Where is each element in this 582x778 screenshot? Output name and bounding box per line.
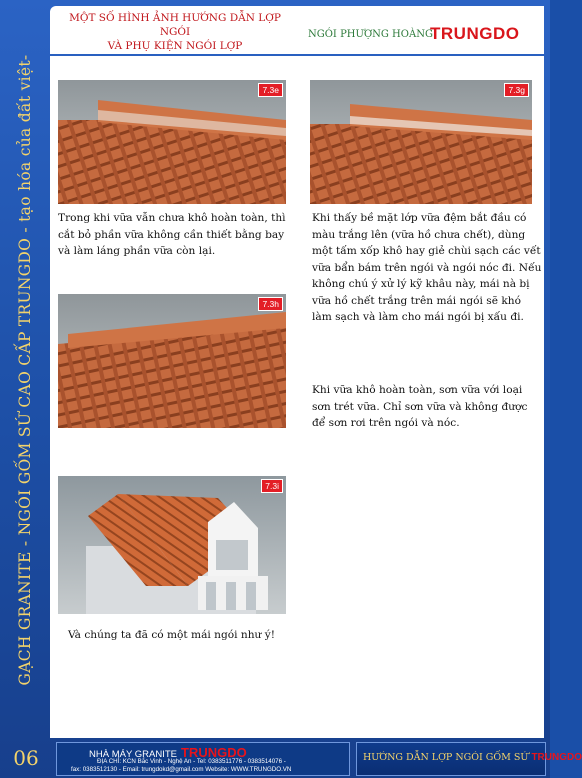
roof-tiles-image xyxy=(310,80,532,204)
figure-caption: Trong khi vữa vẫn chưa khô hoàn toàn, thì cắt bỏ phần vữa không cần thiết bằng bay và làm láng phần vữa còn lại. xyxy=(58,212,286,257)
photo-7-3e xyxy=(58,80,286,204)
brand-logo: TRUNGDO xyxy=(430,24,520,43)
figure-tag: 7.3g xyxy=(504,83,529,97)
address-line: ĐỊA CHỈ: KCN Bắc Vinh - Nghệ An - Tel: 0383511776 - 0383514076 - xyxy=(97,758,286,765)
content-area xyxy=(50,56,544,738)
figure-caption: Và chúng ta đã có một mái ngói như ý! xyxy=(68,629,275,641)
page-title xyxy=(60,11,290,53)
footer-title xyxy=(356,742,582,776)
house-image xyxy=(58,476,286,614)
photo-7-3i xyxy=(58,476,286,614)
figure-tag: 7.3h xyxy=(258,297,283,311)
product-name: NGÓI PHƯỢNG HOÀNG xyxy=(308,29,433,40)
footer-title-brand: TRUNGDO xyxy=(531,752,582,763)
photo-7-3h xyxy=(58,294,286,428)
footer-contact xyxy=(56,742,350,776)
footer-title-text xyxy=(363,752,582,763)
photo-7-3g xyxy=(310,80,532,204)
page-title-line2: VÀ PHỤ KIỆN NGÓI LỢP xyxy=(107,40,243,52)
factory-brand: TRUNGDO xyxy=(180,745,247,760)
figure-caption: Khi vữa khô hoàn toàn, sơn vữa với loại sơn trét vữa. Chỉ sơn vữa và không được để sơn rơi trên ngói và nóc. xyxy=(312,384,528,429)
figure-caption: Khi thấy bề mặt lớp vữa đệm bắt đầu có màu trắng lên (vữa hồ chưa chết), dùng một tấm xốp khô hay giẻ chùi sạch các vết vữa bẩn bám trên ngói và ngói nóc đi. Nếu không chú ý xử lý kỹ khâu này, mái nà bị vữa hồ chết trắng trên mái ngói sẽ khó làm sạch và làm cho mái ngói bị xấu đi. xyxy=(312,212,542,323)
roof-tiles-image xyxy=(58,294,286,428)
sidebar xyxy=(0,0,50,740)
sidebar-slogan: GẠCH GRANITE - NGÓI GỐM SỨ CAO CẤP TRUNGDO - tạo hóa của đất việt- xyxy=(16,54,34,686)
page-title-line1: MỘT SỐ HÌNH ẢNH HƯỚNG DẪN LỢP NGÓI xyxy=(69,12,281,38)
contact-line: fax: 0383512130 - Email: trungdokd@gmail.com Website: WWW.TRUNGDO.VN xyxy=(71,766,292,773)
footer-title-label: HƯỚNG DẪN LỢP NGÓI GỐM SỨ xyxy=(363,752,529,763)
figure-tag: 7.3e xyxy=(258,83,283,97)
figure-tag: 7.3i xyxy=(261,479,283,493)
roof-tiles-image xyxy=(58,80,286,204)
page-number: 06 xyxy=(13,746,39,770)
header xyxy=(50,6,544,54)
factory-label: NHÀ MÁY GRANITE xyxy=(89,749,177,760)
